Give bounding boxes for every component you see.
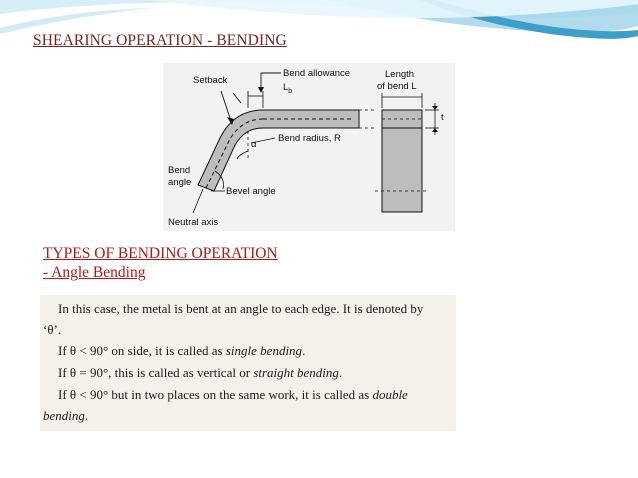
label-setback: Setback [193,75,228,86]
bending-diagram-drawing [163,63,455,231]
text-line-1: In this case, the metal is bent at an angle to each edge. It is denoted by [58,301,424,316]
section-heading-title: TYPES OF BENDING OPERATION [43,245,278,262]
label-alpha: α [251,139,257,150]
bending-diagram [163,63,455,231]
label-bend-angle-2: angle [168,177,192,188]
label-bend-allowance: Bend allowance [283,68,351,79]
text-line-6: bending. [43,408,89,423]
text-line-5: If θ < 90° but in two places on the same work, it is called as double [58,387,408,402]
label-bend-radius: Bend radius, R [278,133,341,144]
section-heading-sub: - Angle Bending [43,264,146,281]
label-length-2: of bend L [377,81,417,92]
label-bend-angle-1: Bend [168,165,191,176]
label-bevel-angle: Bevel angle [226,186,276,197]
text-line-3: If θ < 90° on side, it is called as single bending. [58,343,306,358]
text-line-2: ‘θ’. [43,322,62,337]
label-neutral-axis: Neutral axis [168,217,219,228]
label-length-1: Length [385,69,415,80]
label-thickness: t [441,112,444,123]
section-heading [43,244,278,282]
angle-bending-text [40,295,456,431]
slide-title: SHEARING OPERATION - BENDING [33,32,287,49]
text-line-4: If θ = 90°, this is called as vertical or straight bending. [58,365,343,380]
label-lb: $L_b$ [283,82,293,95]
